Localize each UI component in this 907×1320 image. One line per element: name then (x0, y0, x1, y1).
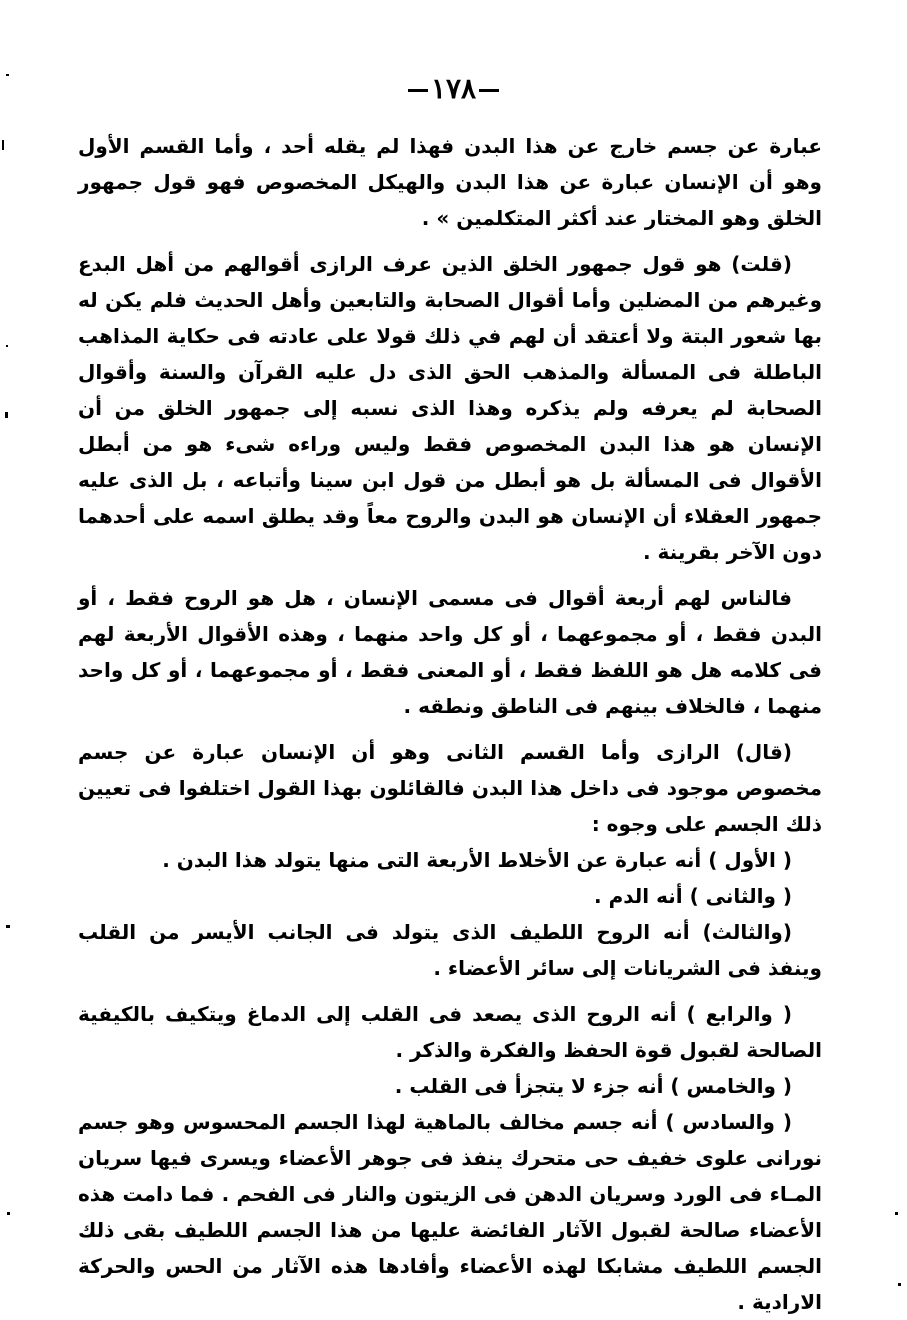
paragraph-four-opinions: فالناس لهم أربعة أقوال فى مسمى الإنسان ، هل هو الروح فقط ، أو البدن فقط ، أو مجموعهما ، أو كل واحد منهما ، وهذه الأقوال الأربعة لهم فى كلامه هل هو اللفظ فقط ، أو المعنى فقط ، أو مجموعهما ، أو كل واحد منهما ، فالخلاف بينهم فى الناطق ونطقه . (78, 586, 822, 718)
paragraph-qult: (قلت) هو قول جمهور الخلق الذين عرف الرازى أقوالهم من أهل البدع وغيرهم من المضلين وأما أقوال الصحابة والتابعين وأهل الحديث فلم يكن له بها شعور البتة ولا أعتقد أن لهم في ذلك قولا على عادته فى حكاية المذاهب الباطلة فى المسألة والمذهب الحق الذى دل عليه القرآن والسنة وأقوال الصحابة لم يعرفه ولم يذكره وهذا الذى نسبه إلى جمهور الخلق من أن الإنسان هو هذا البدن المخصوص فقط وليس وراءه شىء هو من أبطل الأقوال فى المسألة بل هو أبطل من قول ابن سينا وأتباعه ، بل الذى عليه جمهور العقلاء أن الإنسان هو البدن والروح معاً وقد يطلق اسمه على أحدهما دون الآخر بقرينة . (78, 252, 822, 564)
paragraph-qala: (قال) الرازى وأما القسم الثانى وهو أن الإنسان عبارة عن جسم مخصوص موجود فى داخل هذا البدن فالقائلون بهذا القول اختلفوا فى تعيين ذلك الجسم على وجوه : (78, 740, 822, 836)
scan-speck (895, 1212, 898, 1215)
scan-speck (7, 1212, 10, 1215)
scan-speck (898, 1283, 901, 1286)
paragraph-fourth: ( والرابع ) أنه الروح الذى يصعد فى القلب إلى الدماغ ويتكيف بالكيفية الصالحة لقبول قوة الحفظ والفكرة والذكر . (78, 1002, 822, 1062)
right-dash (479, 89, 499, 92)
paragraph-first: ( الأول ) أنه عبارة عن الأخلاط الأربعة التى منها يتولد هذا البدن . (162, 848, 792, 872)
scan-speck (2, 140, 4, 150)
paragraph-continuation: عبارة عن جسم خارج عن هذا البدن فهذا لم يقله أحد ، وأما القسم الأول وهو أن الإنسان عبارة عن هذا البدن والهيكل المخصوص فهو قول جمهور الخلق وهو المختار عند أكثر المتكلمين » . (78, 134, 822, 230)
scan-speck (6, 345, 8, 347)
paragraph-third: (والثالث) أنه الروح اللطيف الذى يتولد فى الجانب الأيسر من القلب وينفذ فى الشريانات إلى سائر الأعضاء . (78, 920, 822, 980)
page-number (0, 72, 907, 105)
paragraph-second: ( والثانى ) أنه الدم . (594, 884, 792, 908)
paragraph-fifth: ( والخامس ) أنه جزء لا يتجزأ فى القلب . (394, 1074, 792, 1098)
scan-speck (6, 74, 9, 76)
scan-speck (5, 412, 8, 418)
scan-speck (6, 925, 10, 928)
left-dash (408, 89, 428, 92)
body-text (78, 128, 822, 1320)
paragraph-sixth: ( والسادس ) أنه جسم مخالف بالماهية لهذا الجسم المحسوس وهو جسم نورانى علوى خفيف حى متحرك ينفذ فى جوهر الأعضاء ويسرى فيها سريان المـاء فى الورد وسريان الدهن فى الزيتون والنار فى الفحم . فما دامت هذه الأعضاء صالحة لقبول الآثار الفائضة عليها من هذا الجسم اللطيف بقى ذلك الجسم اللطيف مشابكا لهذه الأعضاء وأفادها هذه الآثار من الحس والحركة الارادية . (78, 1110, 822, 1314)
page-number-text: ١٧٨ (430, 72, 477, 105)
